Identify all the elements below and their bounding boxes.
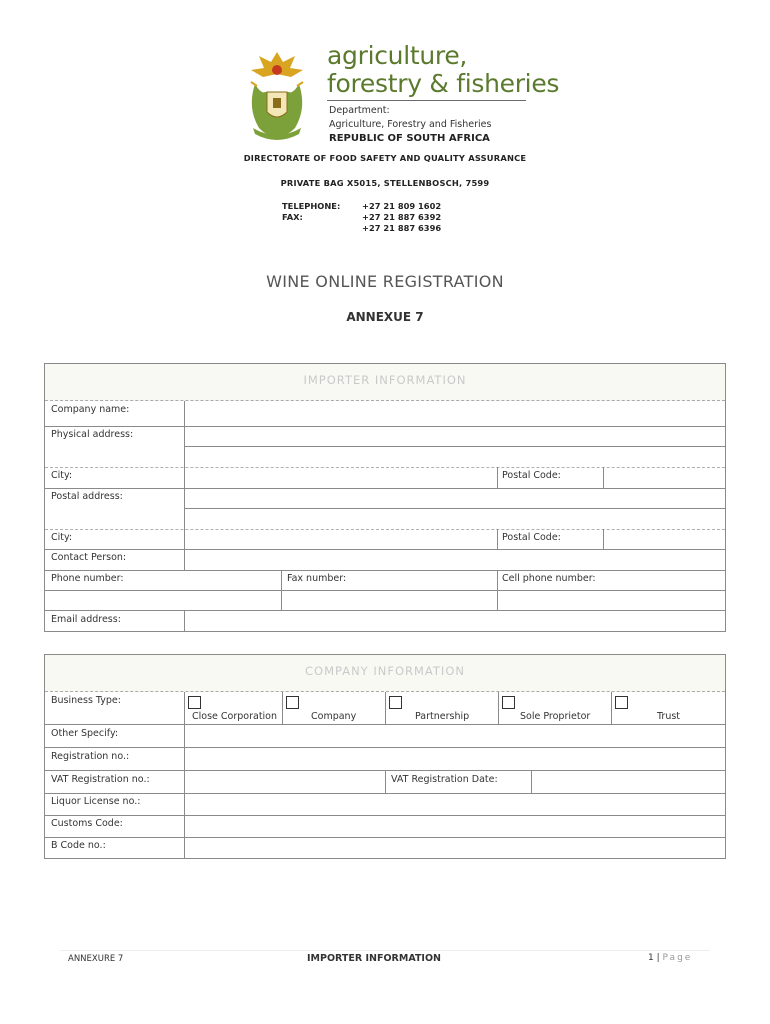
vat-registration-date-input[interactable]: [532, 771, 725, 793]
city-input[interactable]: [185, 468, 497, 488]
fax-number-label: Fax number:: [287, 573, 347, 584]
column-divider: [497, 529, 498, 549]
physical-address-label: Physical address:: [51, 429, 134, 440]
page-word: Page: [662, 953, 693, 963]
company-heading: COMPANY INFORMATION: [45, 655, 725, 692]
postal-code-input[interactable]: [604, 468, 725, 488]
postal-code-input-2[interactable]: [604, 530, 725, 549]
row-divider: [45, 570, 725, 571]
cell-phone-number-label: Cell phone number:: [502, 573, 596, 584]
registration-no-label: Registration no.:: [51, 751, 130, 762]
trust-label: Trust: [657, 711, 681, 722]
other-specify-label: Other Specify:: [51, 728, 119, 739]
footer-annex-label: ANNEXURE 7: [68, 954, 124, 964]
column-divider: [611, 692, 612, 724]
fax-label: FAX:: [282, 212, 303, 222]
b-code-no-label: B Code no.:: [51, 840, 106, 851]
sole-proprietor-checkbox[interactable]: [502, 696, 515, 709]
city-label: City:: [51, 470, 73, 481]
company-option-label: Company: [311, 711, 357, 722]
column-divider: [497, 467, 498, 488]
postal-address-input-2[interactable]: [185, 509, 725, 529]
customs-code-input[interactable]: [185, 816, 725, 837]
telephone-value: +27 21 809 1602: [362, 201, 442, 211]
trust-checkbox[interactable]: [615, 696, 628, 709]
directorate-line: DIRECTORATE OF FOOD SAFETY AND QUALITY ASSURANCE: [243, 153, 527, 163]
fax-value-2: +27 21 887 6396: [362, 223, 442, 233]
vat-registration-no-input[interactable]: [185, 771, 385, 793]
department-label: Department:: [329, 105, 390, 116]
sole-proprietor-label: Sole Proprietor: [520, 711, 591, 722]
column-divider: [498, 692, 499, 724]
close-corporation-checkbox[interactable]: [188, 696, 201, 709]
country-name: REPUBLIC OF SOUTH AFRICA: [329, 133, 490, 144]
liquor-license-no-input[interactable]: [185, 794, 725, 815]
column-divider: [385, 770, 386, 793]
page-number: 1: [648, 953, 654, 963]
page-title: WINE ONLINE REGISTRATION: [266, 272, 504, 291]
footer-section-label: IMPORTER INFORMATION: [307, 953, 441, 964]
column-divider: [184, 692, 185, 724]
page-separator: |: [656, 953, 660, 963]
brand-line-1: agriculture,: [327, 41, 468, 70]
fax-number-input[interactable]: [282, 591, 497, 610]
footer-page-number: [648, 953, 692, 963]
footer-divider: [60, 950, 710, 951]
registration-no-input[interactable]: [185, 748, 725, 770]
brand-name: [327, 42, 559, 98]
column-divider: [385, 692, 386, 724]
city-input-2[interactable]: [185, 530, 497, 549]
city-label-2: City:: [51, 532, 73, 543]
contact-person-input[interactable]: [185, 550, 725, 570]
department-block: [329, 104, 491, 146]
email-address-label: Email address:: [51, 614, 121, 625]
postal-code-label-2: Postal Code:: [502, 532, 561, 543]
business-type-label: Business Type:: [51, 695, 121, 706]
fax-value-1: +27 21 887 6392: [362, 212, 442, 222]
postal-code-label: Postal Code:: [502, 470, 561, 481]
company-information-form: [44, 654, 726, 859]
company-name-label: Company name:: [51, 404, 130, 415]
address-line: PRIVATE BAG X5015, STELLENBOSCH, 7599: [280, 178, 490, 188]
phone-number-label: Phone number:: [51, 573, 124, 584]
importer-heading: IMPORTER INFORMATION: [45, 364, 725, 401]
b-code-no-input[interactable]: [185, 838, 725, 858]
partnership-checkbox[interactable]: [389, 696, 402, 709]
partnership-label: Partnership: [415, 711, 470, 722]
department-name: Agriculture, Forestry and Fisheries: [329, 119, 492, 130]
postal-address-label: Postal address:: [51, 491, 123, 502]
telephone-label: TELEPHONE:: [282, 201, 341, 211]
coat-of-arms-logo: [243, 48, 311, 140]
customs-code-label: Customs Code:: [51, 818, 123, 829]
brand-divider: [327, 100, 526, 101]
physical-address-input-1[interactable]: [185, 427, 725, 446]
vat-registration-no-label: VAT Registration no.:: [51, 774, 150, 785]
close-corporation-label: Close Corporation: [192, 711, 278, 722]
company-checkbox[interactable]: [286, 696, 299, 709]
other-specify-input[interactable]: [185, 725, 725, 747]
email-address-input[interactable]: [185, 611, 725, 631]
importer-information-form: [44, 363, 726, 632]
postal-address-input-1[interactable]: [185, 489, 725, 508]
cell-phone-number-input[interactable]: [498, 591, 725, 610]
brand-line-2: forestry & fisheries: [327, 69, 560, 98]
vat-registration-date-label: VAT Registration Date:: [391, 774, 498, 785]
phone-number-input[interactable]: [45, 591, 281, 610]
column-divider: [282, 692, 283, 724]
liquor-license-no-label: Liquor License no.:: [51, 796, 141, 807]
physical-address-input-2[interactable]: [185, 447, 725, 467]
page-subtitle: ANNEXUE 7: [346, 310, 424, 324]
contact-person-label: Contact Person:: [51, 552, 127, 563]
company-name-input[interactable]: [185, 402, 725, 426]
